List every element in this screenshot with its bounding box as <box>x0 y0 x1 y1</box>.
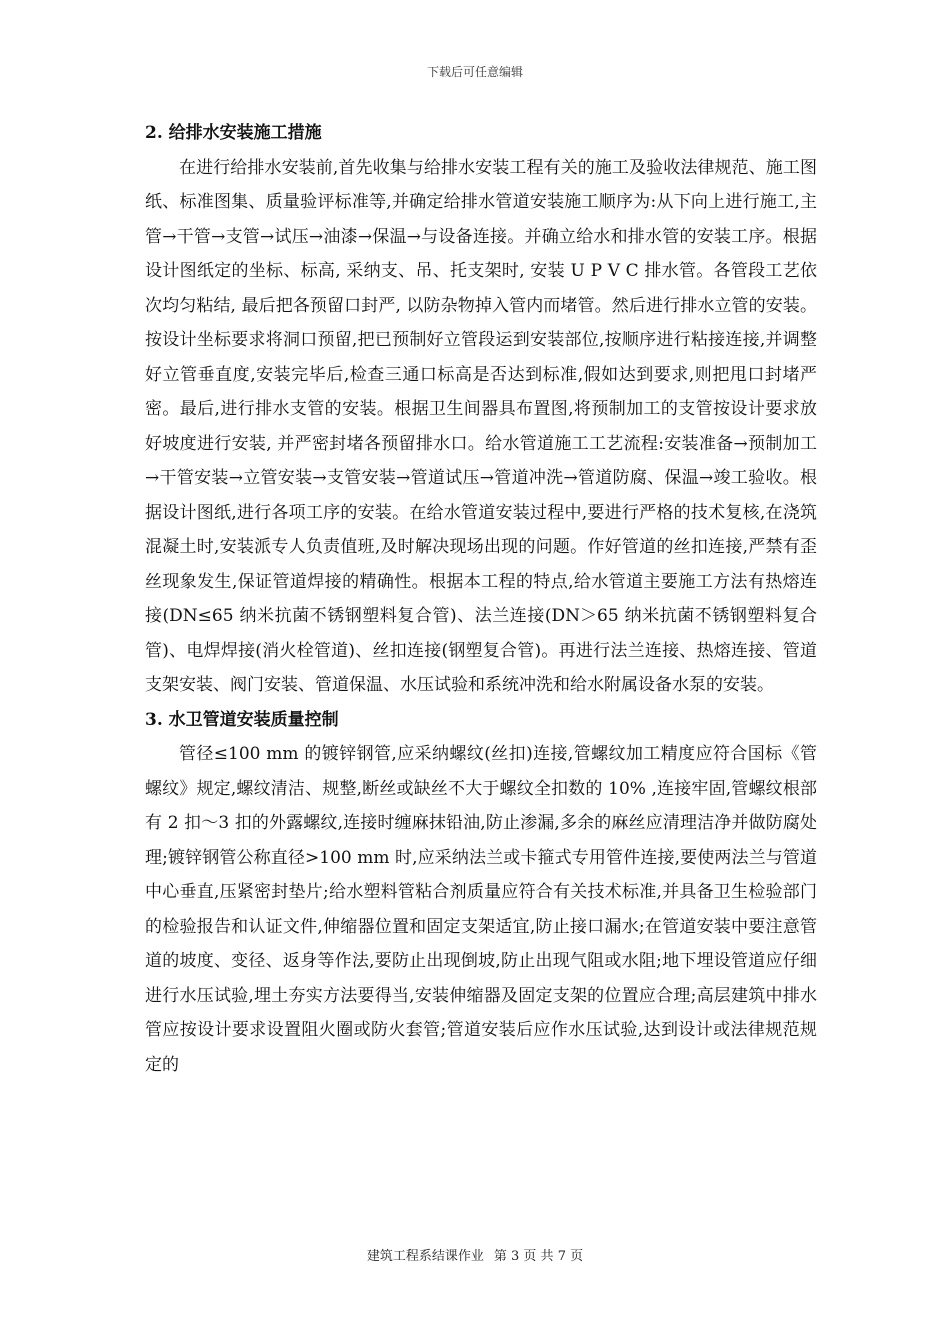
page-header <box>0 64 950 80</box>
header-note: 下载后可任意编辑 <box>426 65 523 79</box>
section-paragraph-2: 在进行给排水安装前,首先收集与给排水安装工程有关的施工及验收法律规范、施工图纸、标准图集、质量验评标准等,并确定给排水管道安装施工顺序为:从下向上进行施工,主管→干管→支管→试压→油漆→保温→与设备连接。并确立给水和排水管的安装工序。根据设计图纸定的坐标、标高, 采纳支、吊、托支架时, 安装 U P V C 排水管。各管段工艺依次均匀粘结, 最后把各预留口封严, 以防杂物掉入管内而堵管。然后进行排水立管的安装。按设计坐标要求将洞口预留,把已预制好立管段运到安装部位,按顺序进行粘接连接,并调整好立管垂直度,安装完毕后,检查三通口标高是否达到标准,假如达到要求,则把甩口封堵严密。最后,进行排水支管的安装。根据卫生间器具布置图,将预制加工的支管按设计要求放好坡度进行安装, 并严密封堵各预留排水口。给水管道施工工艺流程:安装准备→预制加工→干管安装→立管安装→支管安装→管道试压→管道冲洗→管道防腐、保温→竣工验收。根据设计图纸,进行各项工序的安装。在给水管道安装过程中,要进行严格的技术复核,在浇筑混凝土时,安装派专人负责值班,及时解决现场出现的问题。作好管道的丝扣连接,严禁有歪丝现象发生,保证管道焊接的精确性。根据本工程的特点,给水管道主要施工方法有热熔连接(DN≤65 纳米抗菌不锈钢塑料复合管)、法兰连接(DN＞65 纳米抗菌不锈钢塑料复合管)、电焊焊接(消火栓管道)、丝扣连接(钢塑复合管)。再进行法兰连接、热熔连接、管道支架安装、阀门安装、管道保温、水压试验和系统冲洗和给水附属设备水泵的安装。 <box>145 157 817 695</box>
footer-page-number: 第 3 页 共 7 页 <box>493 1249 584 1264</box>
section-paragraph-3: 管径≤100 mm 的镀锌钢管,应采纳螺纹(丝扣)连接,管螺纹加工精度应符合国标《管螺纹》规定,螺纹清洁、规整,断丝或缺丝不大于螺纹全扣数的 10% ,连接牢固,管螺纹根部有 2 扣～3 扣的外露螺纹,连接时缠麻抹铅油,防止渗漏,多余的麻丝应清理洁净并做防腐处理;镀锌钢管公称直径>100 mm 时,应采纳法兰或卡箍式专用管件连接,要使两法兰与管道中心垂直,压紧密封垫片;给水塑料管粘合剂质量应符合有关技术标准,并具备卫生检验部门的检验报告和认证文件,伸缩器位置和固定支架适宜,防止接口漏水;在管道安装中要注意管道的坡度、变径、返身等作法,要防止出现倒坡,防止出现气阻或水阻;地下埋设管道应仔细进行水压试验,埋土夯实方法要得当,安装伸缩器及固定支架的位置应合理;高层建筑中排水管应按设计要求设置阻火圈或防火套管;管道安装后应作水压试验,达到设计或法律规范规定的 <box>145 744 817 1075</box>
page-footer <box>0 1248 950 1266</box>
document-body <box>145 116 817 1082</box>
footer-title: 建筑工程系结课作业 <box>366 1249 484 1264</box>
section-heading-3: 3. 水卫管道安装质量控制 <box>145 709 339 730</box>
section-heading-2: 2. 给排水安装施工措施 <box>145 123 322 143</box>
